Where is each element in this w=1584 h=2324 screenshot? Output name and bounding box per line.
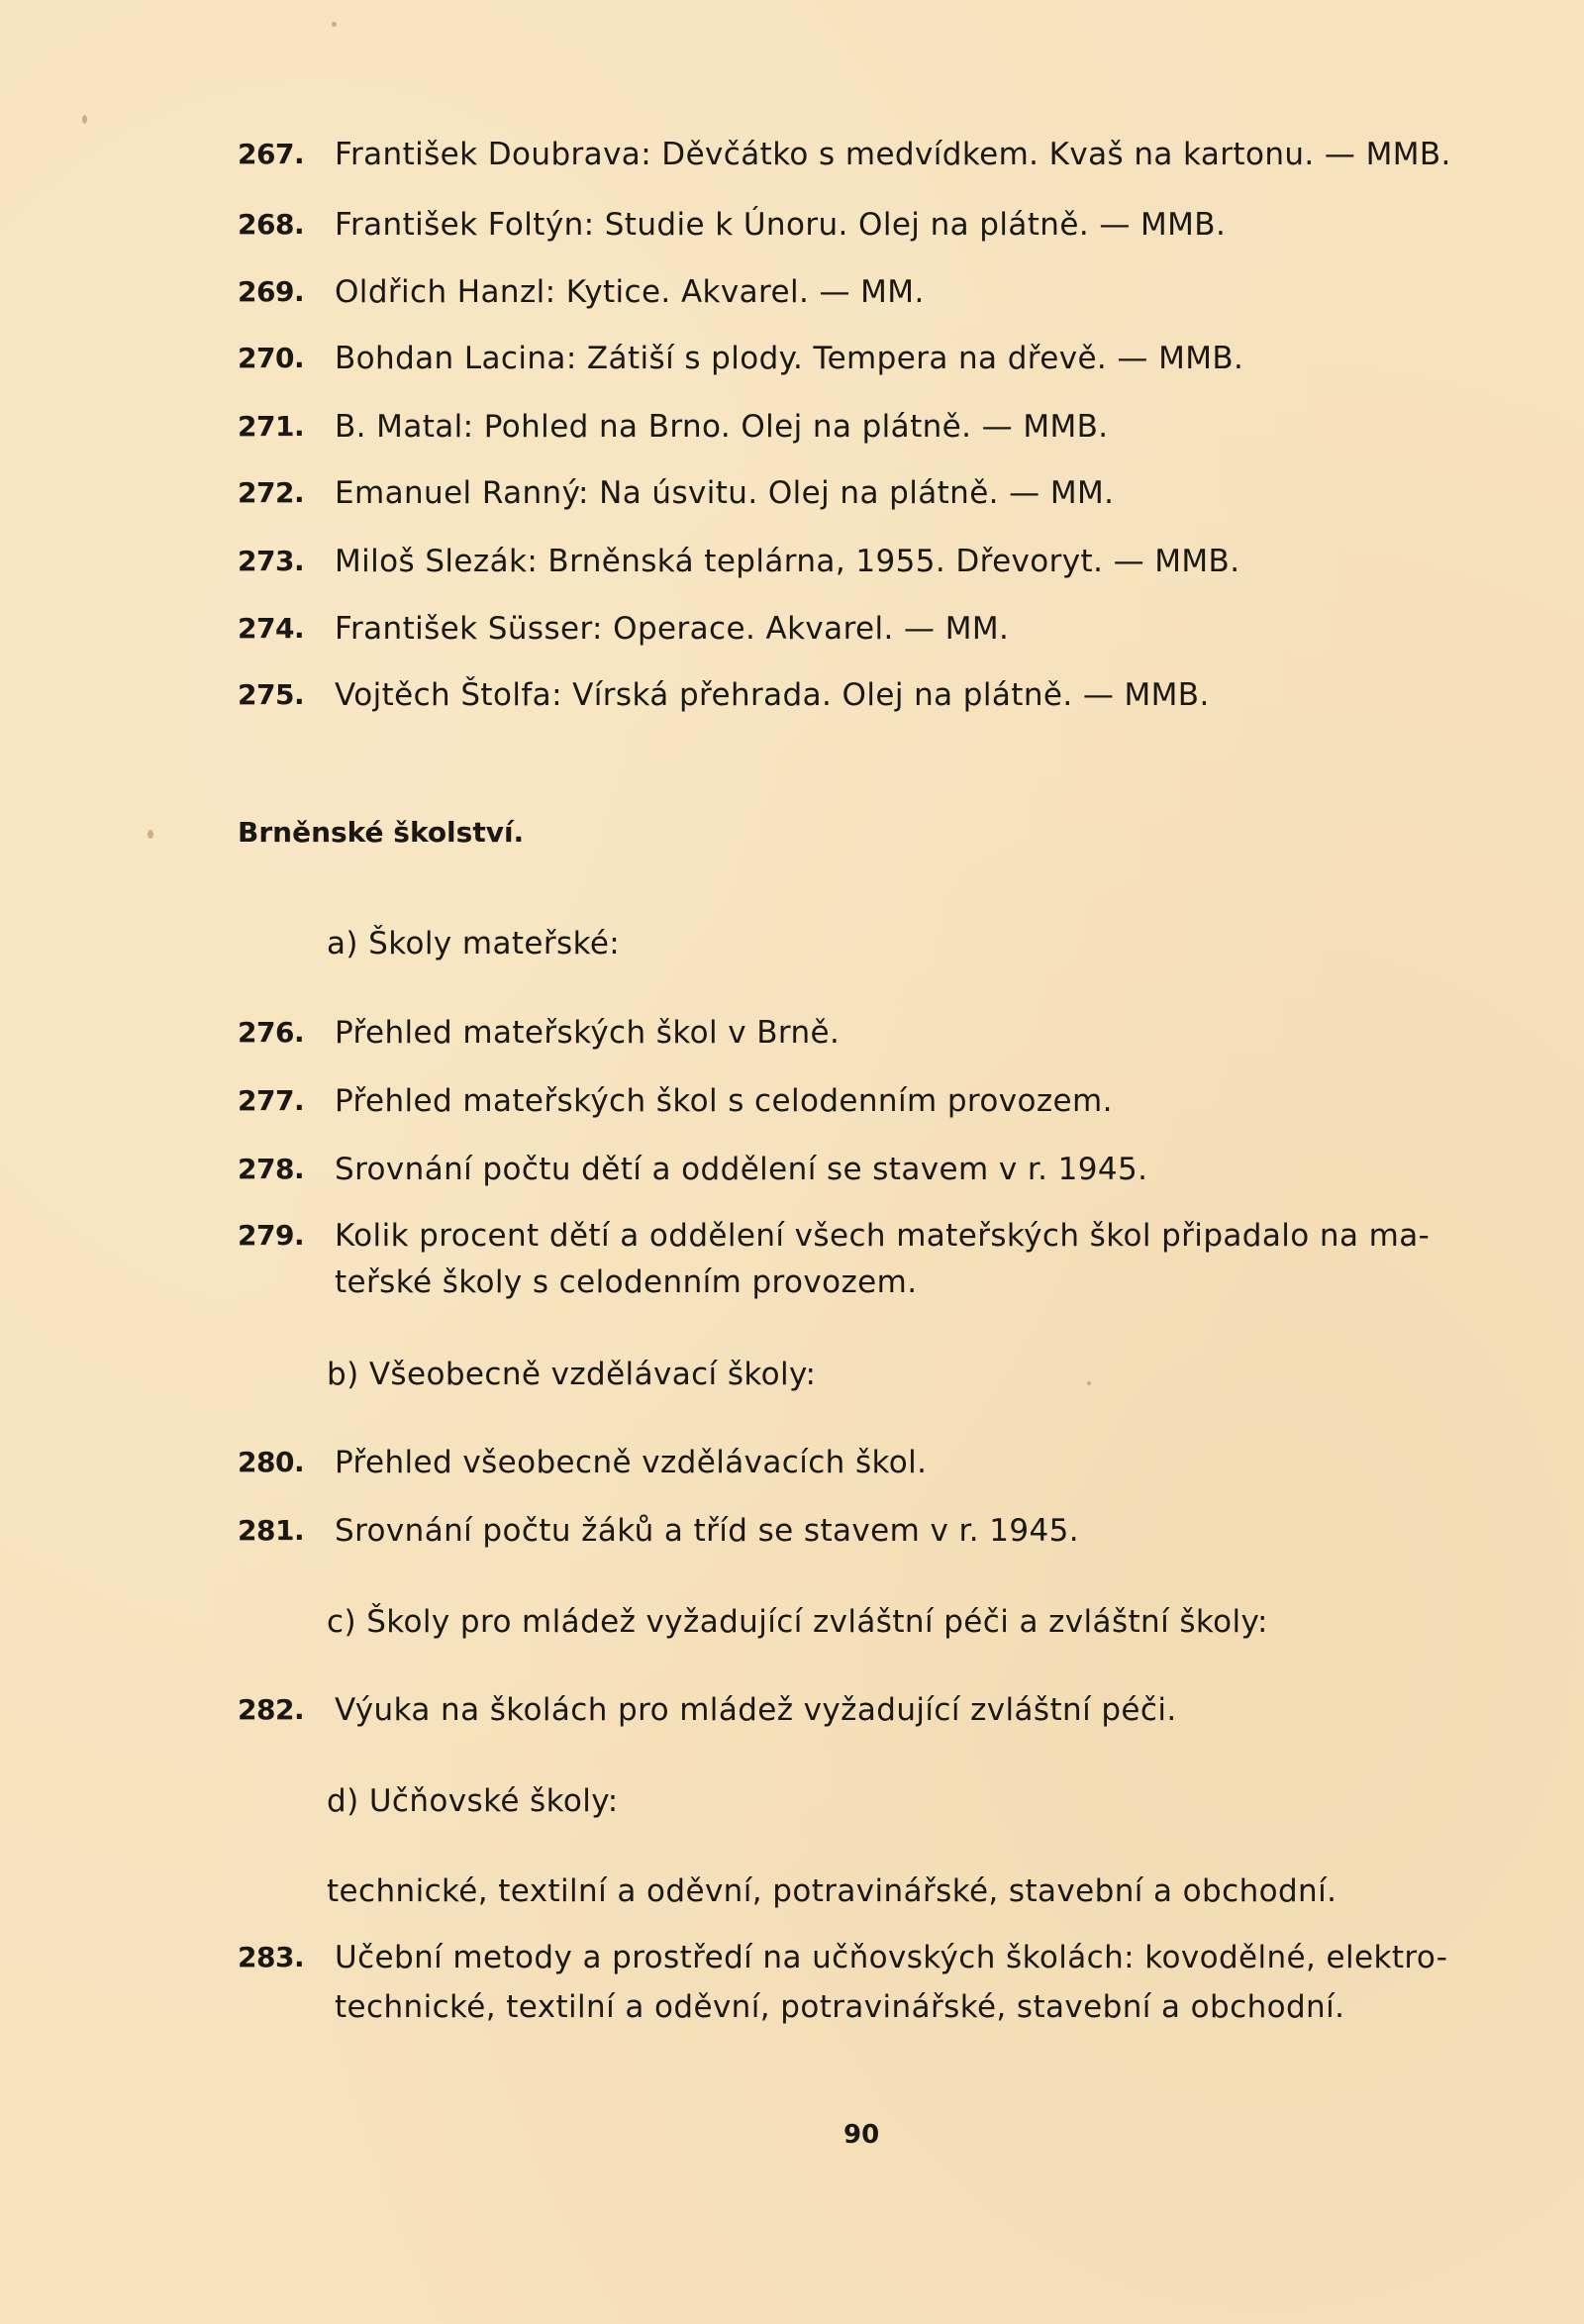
item-text: Srovnání počtu žáků a tříd se stavem v r. 1945. xyxy=(335,1513,1080,1549)
item-number: 271. xyxy=(238,410,305,443)
subsection-heading: b) Všeobecně vzdělávací školy: xyxy=(327,1357,817,1392)
item-number: 280. xyxy=(238,1446,305,1478)
paper-speck xyxy=(332,22,337,27)
paper-speck xyxy=(148,830,153,839)
item-number: 274. xyxy=(238,612,305,645)
page-number: 90 xyxy=(843,2120,880,2150)
item-number: 279. xyxy=(238,1219,305,1252)
item-text: Přehled všeobecně vzdělávacích škol. xyxy=(335,1445,928,1480)
item-text-continued: teřské školy s celodenním provozem. xyxy=(335,1264,918,1300)
item-text: František Doubrava: Děvčátko s medvídkem. Kvaš na kartonu. — MMB. xyxy=(335,137,1451,172)
item-text: Miloš Slezák: Brněnská teplárna, 1955. Dřevoryt. — MMB. xyxy=(335,544,1240,579)
subsection-intro: technické, textilní a oděvní, potravinářské, stavební a obchodní. xyxy=(327,1873,1337,1909)
item-text: B. Matal: Pohled na Brno. Olej na plátně. — MMB. xyxy=(335,409,1109,445)
item-number: 270. xyxy=(238,342,305,374)
item-number: 268. xyxy=(238,208,305,241)
item-number: 277. xyxy=(238,1084,305,1117)
item-text: Učební metody a prostředí na učňovských školách: kovodělné, elektro- xyxy=(335,1940,1448,1975)
item-number: 273. xyxy=(238,545,305,577)
item-text: František Süsser: Operace. Akvarel. — MM. xyxy=(335,611,1010,647)
paper-speck xyxy=(1087,1381,1091,1385)
item-text: Srovnání počtu dětí a oddělení se stavem v r. 1945. xyxy=(335,1152,1148,1187)
item-number: 278. xyxy=(238,1153,305,1185)
item-text: Oldřich Hanzl: Kytice. Akvarel. — MM. xyxy=(335,274,925,310)
item-number: 283. xyxy=(238,1941,305,1973)
paper-speck xyxy=(82,115,87,124)
item-number: 267. xyxy=(238,138,305,170)
item-number: 272. xyxy=(238,476,305,509)
subsection-heading: c) Školy pro mládež vyžadující zvláštní péči a zvláštní školy: xyxy=(327,1604,1268,1640)
item-text-continued: technické, textilní a oděvní, potravinářské, stavební a obchodní. xyxy=(335,1989,1345,2025)
subsection-heading: a) Školy mateřské: xyxy=(327,926,621,961)
item-text: Emanuel Ranný: Na úsvitu. Olej na plátně. — MM. xyxy=(335,475,1115,511)
subsection-heading: d) Učňovské školy: xyxy=(327,1783,619,1819)
item-number: 282. xyxy=(238,1693,305,1726)
item-text: Bohdan Lacina: Zátiší s plody. Tempera na dřevě. — MMB. xyxy=(335,341,1244,376)
item-text: Přehled mateřských škol v Brně. xyxy=(335,1015,841,1051)
item-number: 275. xyxy=(238,678,305,711)
item-number: 269. xyxy=(238,275,305,308)
item-text: Vojtěch Štolfa: Vírská přehrada. Olej na plátně. — MMB. xyxy=(335,677,1210,713)
item-number: 276. xyxy=(238,1016,305,1049)
item-text: Kolik procent dětí a oddělení všech mateřských škol připadalo na ma- xyxy=(335,1218,1431,1254)
item-text: František Foltýn: Studie k Únoru. Olej na plátně. — MMB. xyxy=(335,207,1227,243)
item-text: Výuka na školách pro mládež vyžadující zvláštní péči. xyxy=(335,1692,1177,1728)
item-text: Přehled mateřských škol s celodenním provozem. xyxy=(335,1083,1113,1119)
item-number: 281. xyxy=(238,1514,305,1547)
section-title: Brněnské školství. xyxy=(238,816,525,849)
